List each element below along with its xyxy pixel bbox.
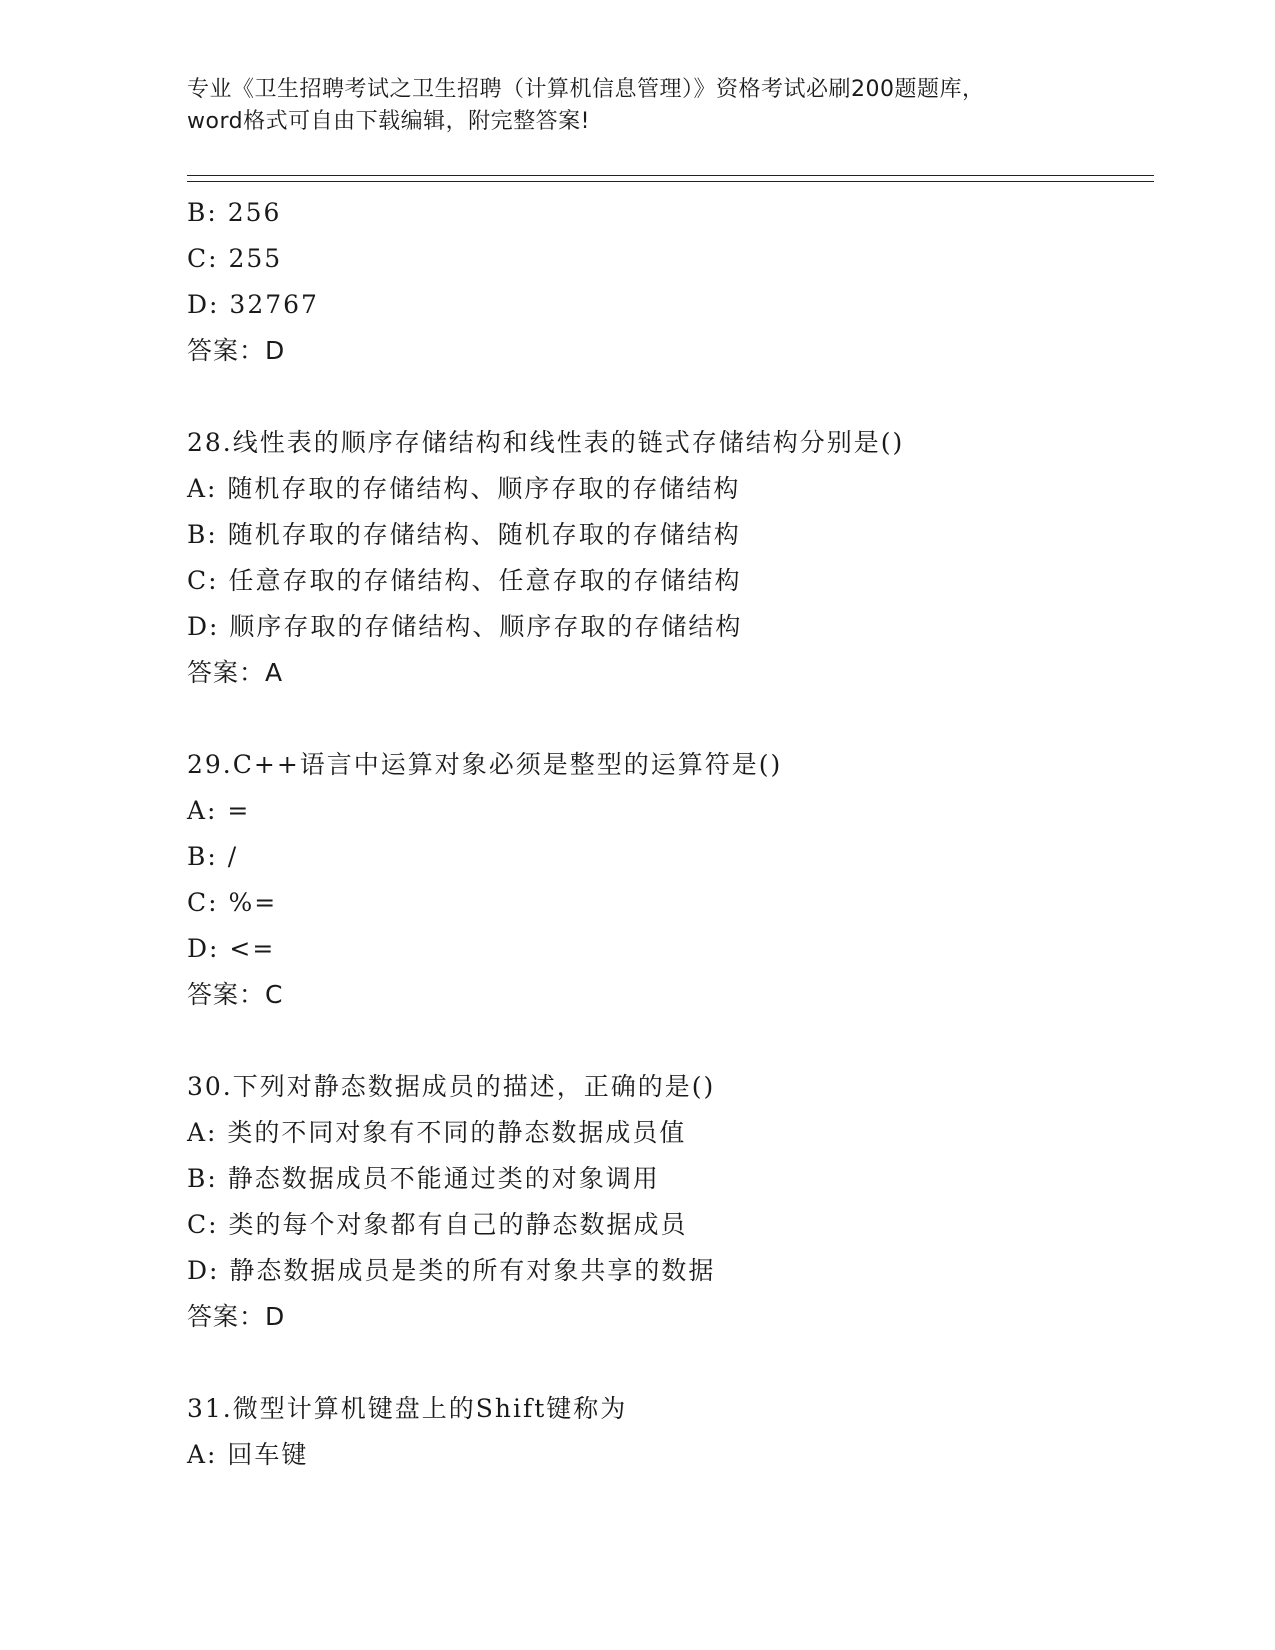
question-27-continued [187, 190, 1147, 374]
option-c: C: 255 [187, 244, 283, 273]
spacer [187, 1340, 1147, 1386]
spacer [187, 696, 1147, 742]
header-line-2: word格式可自由下载编辑，附完整答案! [187, 109, 590, 134]
option-d: D: 32767 [187, 290, 319, 319]
option-b: B: 256 [187, 198, 282, 227]
option-c: C: 类的每个对象都有自己的静态数据成员 [187, 1210, 688, 1239]
answer-line: 答案：A [187, 658, 284, 687]
option-a: A: = [187, 796, 251, 825]
question-30 [187, 1064, 1147, 1340]
question-list [187, 190, 1147, 1478]
spacer [187, 1018, 1147, 1064]
document-header [187, 74, 1097, 138]
question-stem: 30.下列对静态数据成员的描述，正确的是() [187, 1072, 716, 1101]
option-a: A: 随机存取的存储结构、顺序存取的存储结构 [187, 474, 741, 503]
question-28 [187, 420, 1147, 696]
question-stem: 29.C++语言中运算对象必须是整型的运算符是() [187, 750, 783, 779]
question-stem: 31.微型计算机键盘上的Shift键称为 [187, 1394, 628, 1423]
option-b: B: / [187, 842, 239, 871]
header-divider-bottom [187, 181, 1154, 182]
answer-line: 答案：D [187, 1302, 286, 1331]
header-line-1: 专业《卫生招聘考试之卫生招聘（计算机信息管理）》资格考试必刷200题题库， [187, 77, 985, 102]
option-d: D: 顺序存取的存储结构、顺序存取的存储结构 [187, 612, 743, 641]
option-d: D: 静态数据成员是类的所有对象共享的数据 [187, 1256, 716, 1285]
question-stem: 28.线性表的顺序存储结构和线性表的链式存储结构分别是() [187, 428, 905, 457]
answer-line: 答案：C [187, 980, 284, 1009]
option-c: C: %= [187, 888, 278, 917]
question-29 [187, 742, 1147, 1018]
option-d: D: <= [187, 934, 276, 963]
spacer [187, 374, 1147, 420]
option-c: C: 任意存取的存储结构、任意存取的存储结构 [187, 566, 742, 595]
header-divider-top [187, 175, 1154, 176]
option-a: A: 回车键 [187, 1440, 309, 1469]
option-b: B: 静态数据成员不能通过类的对象调用 [187, 1164, 660, 1193]
answer-line: 答案：D [187, 336, 286, 365]
option-a: A: 类的不同对象有不同的静态数据成员值 [187, 1118, 687, 1147]
option-b: B: 随机存取的存储结构、随机存取的存储结构 [187, 520, 741, 549]
question-31 [187, 1386, 1147, 1478]
